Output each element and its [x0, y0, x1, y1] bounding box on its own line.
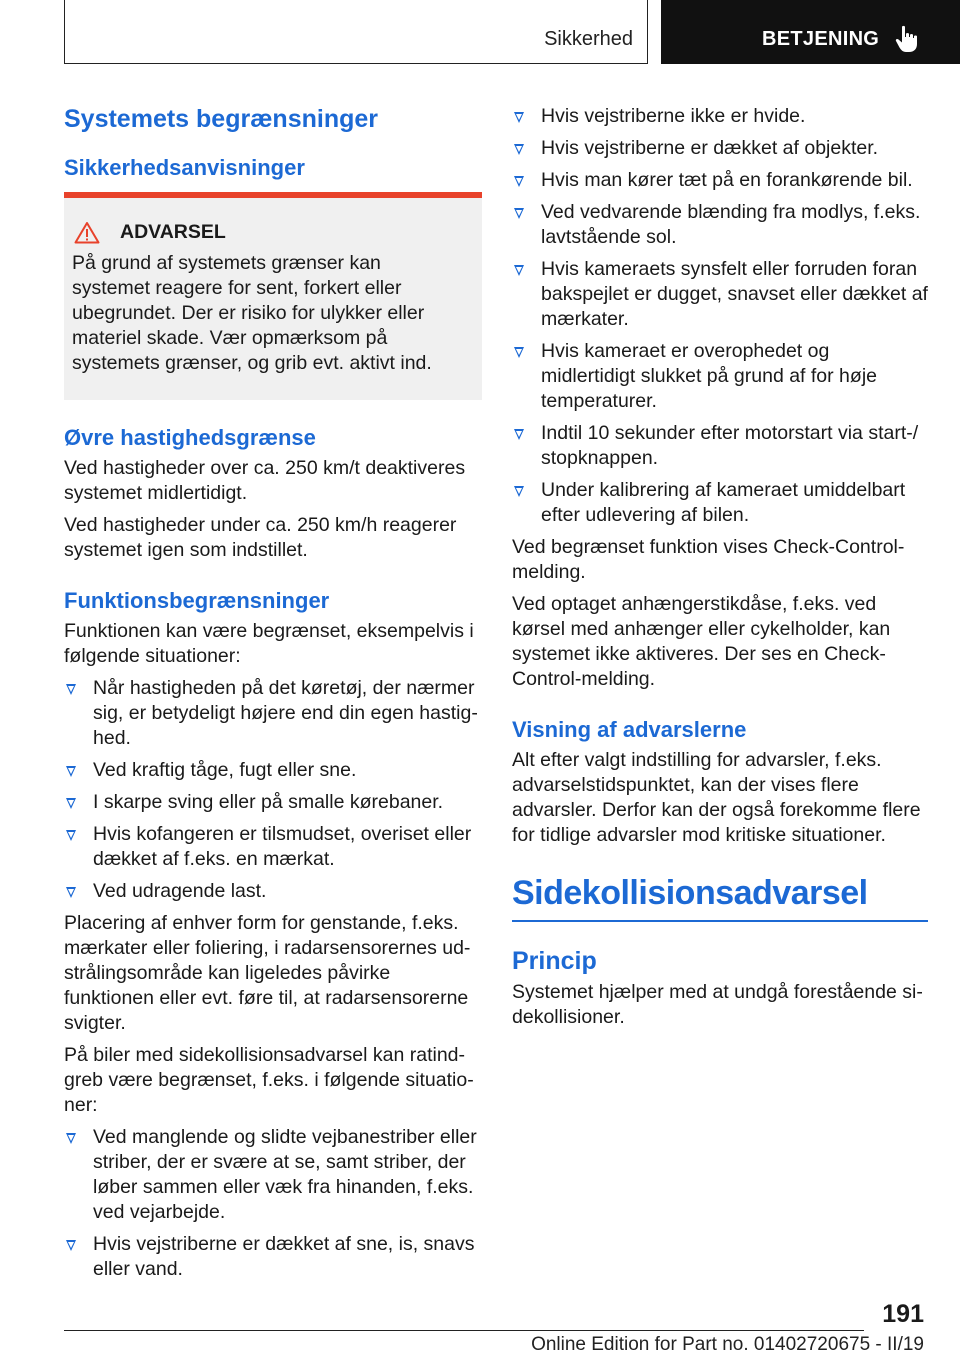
right-column — [512, 104, 928, 1037]
warning-triangle-icon — [74, 221, 100, 244]
list-item: Hvis kofangeren er tilsmudset, overiset eller dækket af f.eks. en mærkat. — [64, 822, 482, 872]
warning-display-heading: Visning af advarslerne — [512, 717, 747, 742]
warning-text: På grund af systemets grænser kan systemet reagere for sent, forkert eller ubegrundet. Der er risiko for ulykker eller materiel skade. Vær opmærksom på systemets grænser, og grib evt. aktivt ind. — [72, 252, 432, 374]
header-chapter-title: BETJENING — [762, 28, 880, 50]
list-item: Når hastigheden på det køretøj, der nærmer sig, er betydeligt højere end din egen hastighed. — [64, 676, 482, 751]
list-item: Hvis vejstriberne er dækket af sne, is, snavs eller vand. — [64, 1232, 482, 1282]
list-item: Under kalibrering af kameraet umiddelbart efter udlevering af bilen. — [512, 478, 928, 528]
speed-limit-paragraph-2: Ved hastigheder under ca. 250 km/h reagerer systemet igen som indstillet. — [64, 514, 457, 561]
list-item: Hvis kameraet er overophedet og midlertidigt slukket på grund af for høje temperaturer. — [512, 339, 928, 414]
pointing-hand-icon — [895, 25, 919, 53]
lane-marking-list — [64, 1125, 482, 1282]
header-section-tab — [64, 0, 648, 64]
list-item: Ved vedvarende blænding fra modlys, f.eks. lavtstående sol. — [512, 200, 928, 250]
conditions-list — [512, 104, 928, 528]
warning-header — [74, 220, 458, 245]
header-chapter-tab — [661, 0, 960, 64]
bullet-triangle-icon — [66, 830, 76, 841]
placement-paragraph: Placering af enhver form for genstande, f.eks. mærkater eller foliering, i radarsensorernes udstrålingsområde kan ligeledes påvirke funktionen eller evt. føre til, at radarsensorerne svigter. — [64, 912, 471, 1034]
bullet-triangle-icon — [514, 176, 524, 187]
list-item: Hvis vejstriberne ikke er hvide. — [512, 104, 928, 129]
bullet-triangle-icon — [66, 766, 76, 777]
side-collision-intro-paragraph: På biler med sidekollisionsadvarsel kan ratindgreb være begrænset, f.eks. i følgende situationer: — [64, 1044, 474, 1116]
speed-limit-paragraph-1: Ved hastigheder over ca. 250 km/t deaktiveres systemet midlertidigt. — [64, 457, 466, 504]
check-control-paragraph: Ved begrænset funktion vises Check-Control-melding. — [512, 536, 905, 583]
list-item: Hvis vejstriberne er dækket af objekter. — [512, 136, 928, 161]
list-item: Hvis man kører tæt på en forankørende bil. — [512, 168, 928, 193]
list-item: Ved kraftig tåge, fugt eller sne. — [64, 758, 482, 783]
warning-box — [64, 192, 482, 400]
speed-limit-heading: Øvre hastighedsgrænse — [64, 425, 316, 450]
list-item: I skarpe sving eller på smalle kørebaner. — [64, 790, 482, 815]
list-item: Ved manglende og slidte vejbanestriber eller striber, der er svære at se, samt striber, der løber sammen eller væk fra hinanden, f.eks. ved vejarbejde. — [64, 1125, 482, 1225]
footer-edition: Online Edition for Part no. 01402720675 - II/19 — [531, 1334, 924, 1355]
page-number: 191 — [882, 1300, 924, 1328]
footer-divider — [64, 1330, 864, 1331]
list-item: Indtil 10 sekunder efter motorstart via start-/ stopknappen. — [512, 421, 928, 471]
left-column — [64, 100, 482, 1289]
principle-text: Systemet hjælper med at undgå forestående sidekollisioner. — [512, 981, 923, 1028]
bullet-triangle-icon — [514, 265, 524, 276]
trailer-paragraph: Ved optaget anhængerstikdåse, f.eks. ved kørsel med anhænger eller cykelholder, kan systemet ikke aktiveres. Der ses en Check-Control-melding. — [512, 593, 891, 690]
warning-label: ADVARSEL — [120, 221, 226, 243]
page-title: Systemets begrænsninger — [64, 105, 378, 133]
bullet-triangle-icon — [514, 429, 524, 440]
bullet-triangle-icon — [66, 684, 76, 695]
bullet-triangle-icon — [514, 144, 524, 155]
warning-display-text: Alt efter valgt indstilling for advarsler, f.eks. advarselstidspunktet, kan der vises flere advarsler. Derfor kan der også forekomme flere for tidlige advarsler mod kritiske situationer. — [512, 749, 921, 846]
list-item: Ved udragende last. — [64, 879, 482, 904]
function-limits-intro: Funktionen kan være begrænset, eksempelvis i følgende situationer: — [64, 620, 474, 667]
bullet-triangle-icon — [66, 798, 76, 809]
function-limits-heading: Funktionsbegrænsninger — [64, 588, 330, 613]
bullet-triangle-icon — [514, 112, 524, 123]
safety-subtitle: Sikkerhedsanvisninger — [64, 155, 305, 180]
function-limits-list — [64, 676, 482, 904]
bullet-triangle-icon — [66, 1240, 76, 1251]
bullet-triangle-icon — [66, 887, 76, 898]
principle-heading: Princip — [512, 947, 597, 975]
header-section-title: Sikkerhed — [544, 28, 633, 50]
bullet-triangle-icon — [514, 208, 524, 219]
side-collision-heading: Sidekollisionsadvarsel — [512, 872, 928, 922]
bullet-triangle-icon — [514, 347, 524, 358]
list-item: Hvis kameraets synsfelt eller forruden foran bakspejlet er dugget, snavset eller dækket af mærkater. — [512, 257, 928, 332]
bullet-triangle-icon — [66, 1133, 76, 1144]
bullet-triangle-icon — [514, 486, 524, 497]
